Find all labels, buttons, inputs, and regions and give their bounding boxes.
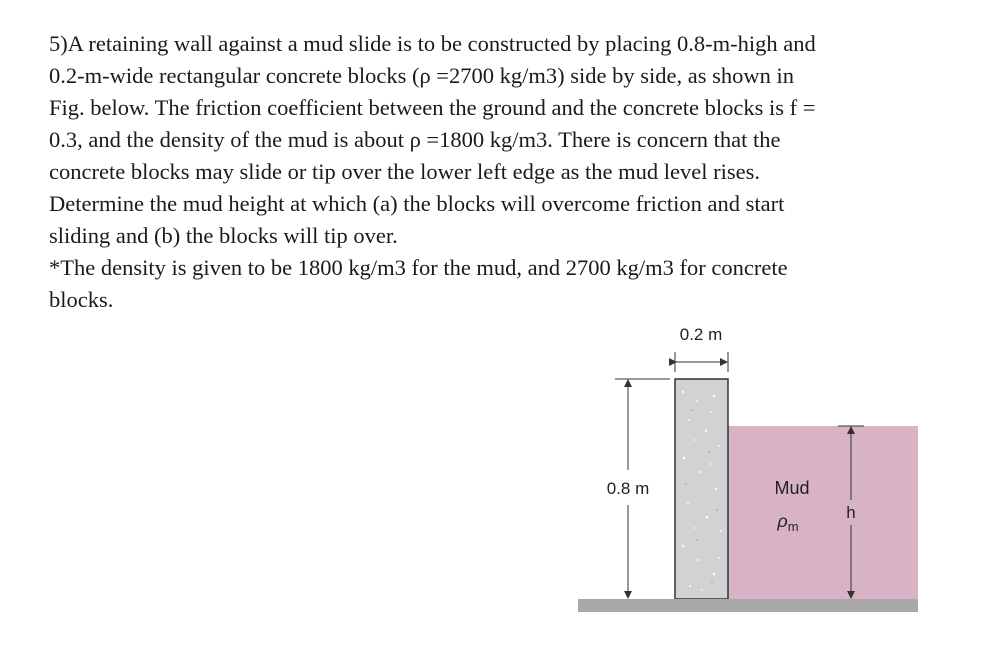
mud-region [728,426,918,599]
problem-line: 0.3, and the density of the mud is about ρ =1800 kg/m3. There is concern that the [49,127,781,152]
problem-line: blocks. [49,287,114,312]
width-label: 0.2 m [679,325,723,344]
density-subscript: m [787,519,799,534]
problem-line: 0.2-m-wide rectangular concrete blocks (ρ =2700 kg/m3) side by side, as shown in [49,63,794,88]
mud-height-label: h [846,503,856,522]
ground [578,599,918,612]
mud-label: Mud [774,478,810,498]
problem-line: Fig. below. The friction coefficient between the ground and the concrete blocks is f = [49,95,816,120]
problem-line: concrete blocks may slide or tip over the lower left edge as the mud level rises. [49,159,761,184]
problem-line: sliding and (b) the blocks will tip over. [49,223,398,248]
concrete-block [675,379,728,599]
problem-line: *The density is given to be 1800 kg/m3 for the mud, and 2700 kg/m3 for concrete [49,255,788,280]
problem-line: 5)A retaining wall against a mud slide is to be constructed by placing 0.8-m-high and [49,31,816,56]
height-label: 0.8 m [606,479,650,498]
density-symbol: ρ [777,511,788,531]
problem-line: Determine the mud height at which (a) the blocks will overcome friction and start [49,191,785,216]
